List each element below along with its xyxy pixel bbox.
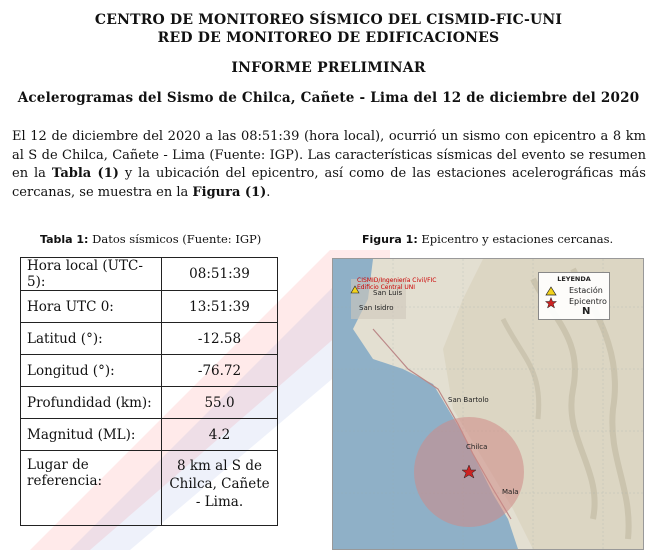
- station-label: CISMID/Ingeniería Civil/FIC Edificio Central UNI: [357, 277, 437, 291]
- figure-caption: Figura 1: Epicentro y estaciones cercanas.: [362, 232, 614, 246]
- place-label: Chilca: [466, 443, 488, 451]
- table-row: Hora local (UTC-5): 08:51:39: [21, 258, 278, 291]
- place-label: San Luis: [373, 289, 403, 297]
- table-row: Lugar de referencia: 8 km al S de Chilca, Cañete - Lima.: [21, 451, 278, 526]
- intro-paragraph: El 12 de diciembre del 2020 a las 08:51:39 (hora local), ocurrió un sismo con epicentro a 8 km al S de Chilca, Cañete - Lima (Fuente: IGP). Las características sísmicas del evento se resumen en la Tabla (1) y la ubicación del epicentro, así como de las estaciones acelerográficas más cercanas, se muestra en la Figura (1).: [12, 129, 646, 200]
- north-arrow-icon: N: [582, 306, 591, 317]
- table-caption: Tabla 1: Datos sísmicos (Fuente: IGP): [40, 232, 262, 246]
- table-row: Hora UTC 0: 13:51:39: [21, 291, 278, 323]
- legend-title: LEYENDA: [557, 275, 591, 283]
- legend-epicenter-icon: [545, 297, 557, 309]
- legend-epicenter-label: Epicentro: [569, 297, 607, 306]
- report-title: INFORME PRELIMINAR: [231, 60, 426, 76]
- table-row: Magnitud (ML): 4.2: [21, 419, 278, 451]
- seismic-data-table: [20, 257, 278, 526]
- place-label: San Isidro: [359, 304, 394, 312]
- table-row: Profundidad (km): 55.0: [21, 387, 278, 419]
- place-label: Mala: [502, 488, 519, 496]
- legend-station-icon: [545, 286, 557, 296]
- legend-station-label: Estación: [569, 286, 603, 295]
- network-title: RED DE MONITOREO DE EDIFICACIONES: [157, 30, 500, 46]
- place-label: San Bartolo: [448, 396, 489, 404]
- table-row: Latitud (°): -12.58: [21, 323, 278, 355]
- institution-title: CENTRO DE MONITOREO SÍSMICO DEL CISMID-FIC-UNI: [94, 12, 563, 28]
- figure-reference: Figura (1): [192, 184, 267, 200]
- map-legend: [538, 272, 610, 320]
- report-subtitle: Acelerogramas del Sismo de Chilca, Cañete - Lima del 12 de diciembre del 2020: [17, 90, 640, 106]
- table-reference: Tabla (1): [51, 166, 119, 181]
- table-row: Longitud (°): -76.72: [21, 355, 278, 387]
